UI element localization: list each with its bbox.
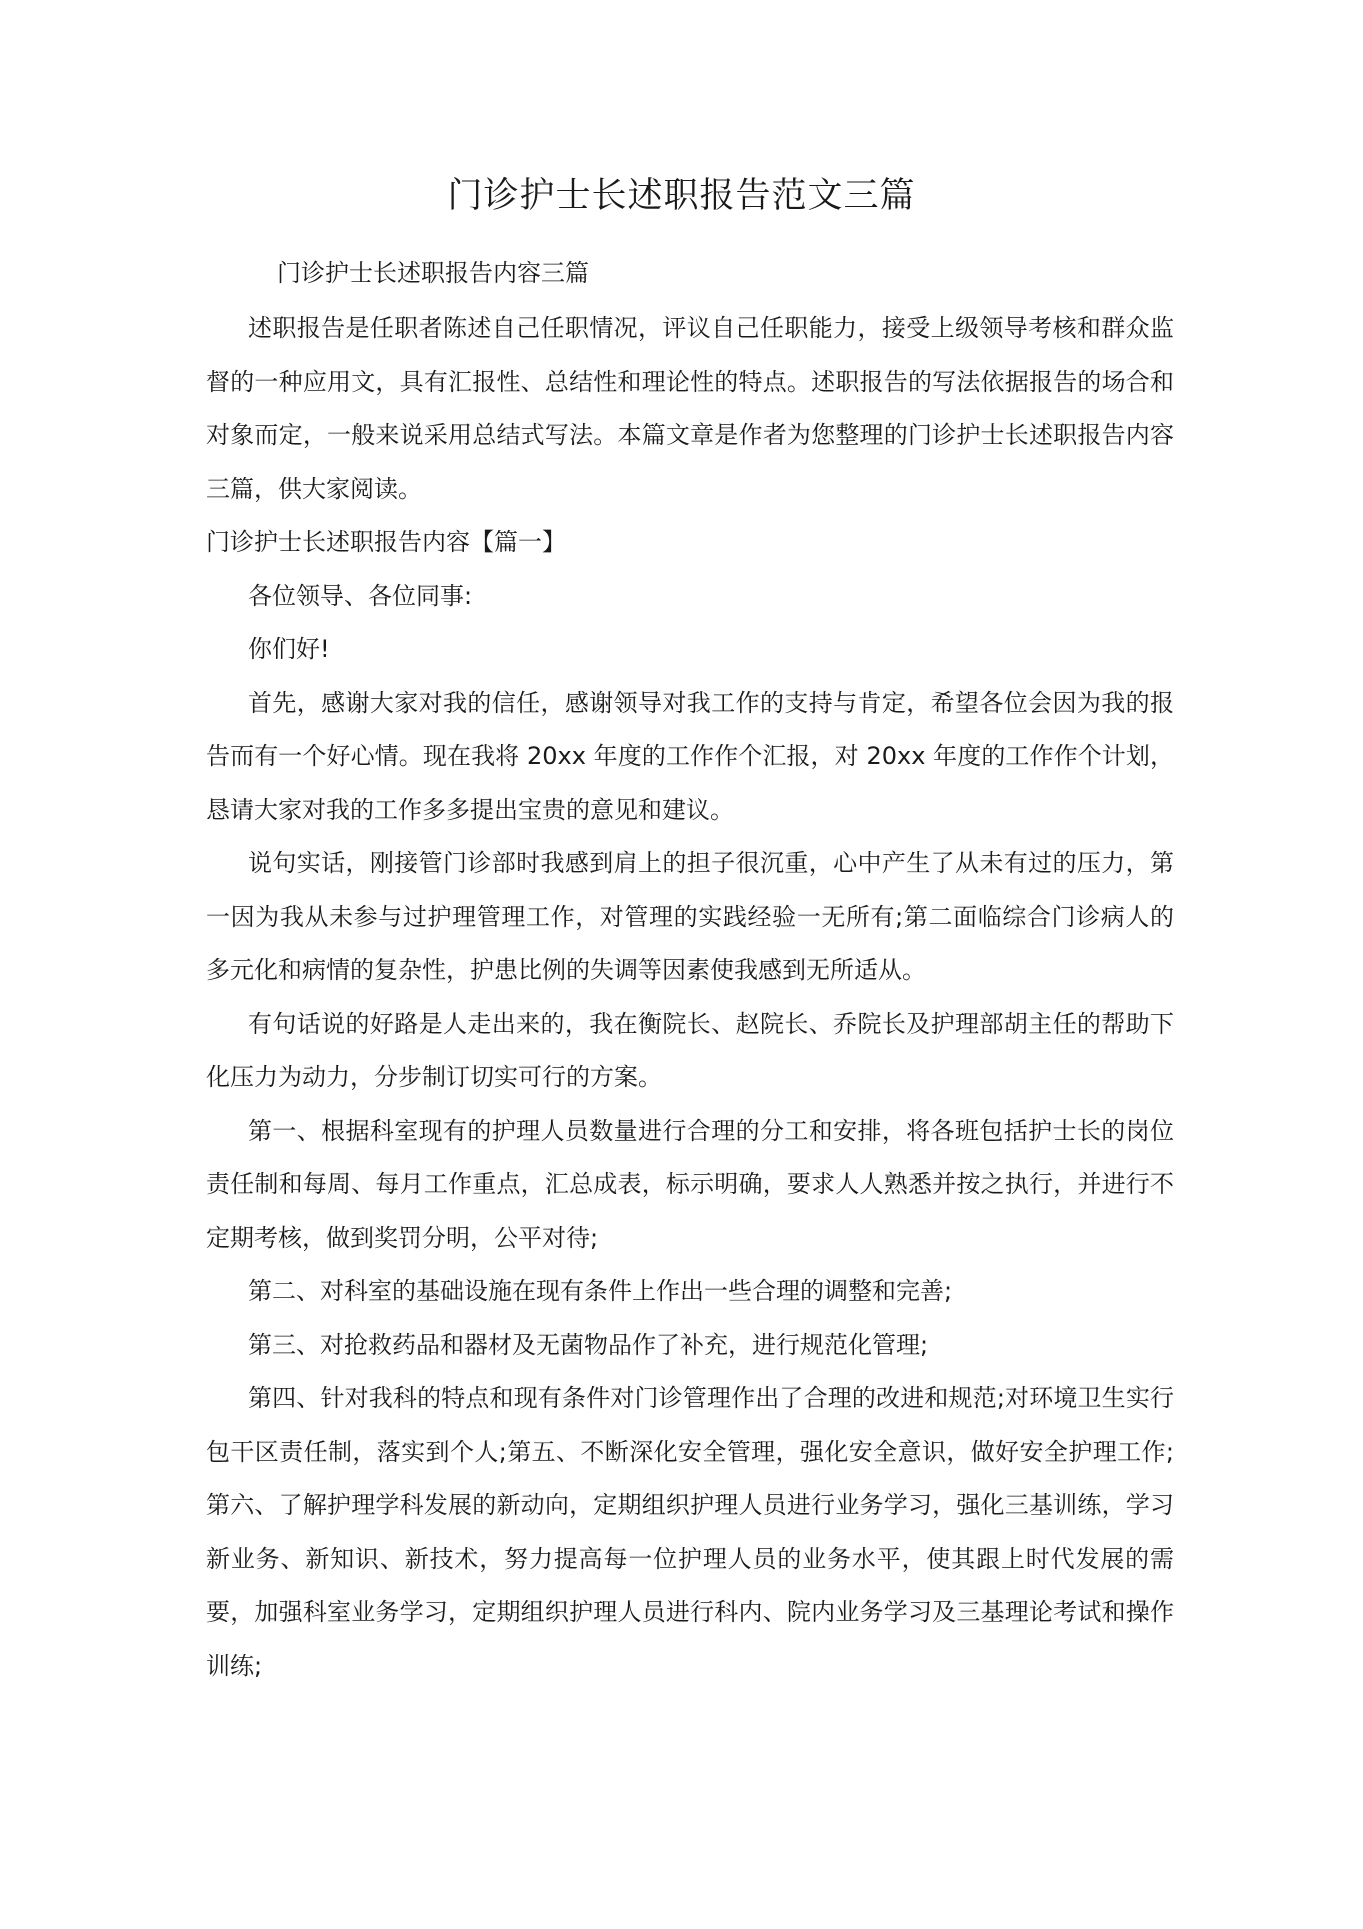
document-title: 门诊护士长述职报告范文三篇 — [447, 176, 916, 216]
document-body — [206, 302, 1174, 1693]
body-paragraph: 第三、对抢救药品和器材及无菌物品作了补充，进行规范化管理; — [248, 1330, 929, 1359]
greeting: 你们好! — [248, 635, 330, 663]
salutation: 各位领导、各位同事: — [248, 581, 473, 610]
body-paragraph: 首先，感谢大家对我的信任，感谢领导对我工作的支持与肯定，希望各位会因为我的报告而有一个好心情。现在我将 20xx 年度的工作作个汇报，对 20xx 年度的工作作个计划，恳请大家对我的工作多多提出宝贵的意见和建议。 — [206, 688, 1174, 824]
intro-paragraph: 述职报告是任职者陈述自己任职情况，评议自己任职能力，接受上级领导考核和群众监督的一种应用文，具有汇报性、总结性和理论性的特点。述职报告的写法依据报告的场合和对象而定，一般来说采用总结式写法。本篇文章是作者为您整理的门诊护士长述职报告内容三篇，供大家阅读。 — [206, 314, 1174, 503]
body-paragraph: 说句实话，刚接管门诊部时我感到肩上的担子很沉重，心中产生了从未有过的压力，第一因为我从未参与过护理管理工作，对管理的实践经验一无所有;第二面临综合门诊病人的多元化和病情的复杂性，护患比例的失调等因素使我感到无所适从。 — [206, 849, 1174, 984]
section-heading: 门诊护士长述职报告内容【篇一】 — [206, 528, 566, 556]
document-subtitle: 门诊护士长述职报告内容三篇 — [277, 259, 589, 287]
body-paragraph: 第四、针对我科的特点和现有条件对门诊管理作出了合理的改进和规范;对环境卫生实行包干区责任制，落实到个人;第五、不断深化安全管理，强化安全意识，做好安全护理工作;第六、了解护理学科发展的新动向，定期组织护理人员进行业务学习，强化三基训练，学习新业务、新知识、新技术，努力提高每一位护理人员的业务水平，使其跟上时代发展的需要，加强科室业务学习，定期组织护理人员进行科内、院内业务学习及三基理论考试和操作训练; — [206, 1384, 1174, 1680]
body-paragraph: 有句话说的好路是人走出来的，我在衡院长、赵院长、乔院长及护理部胡主任的帮助下化压力为动力，分步制订切实可行的方案。 — [206, 1009, 1174, 1091]
body-paragraph: 第一、根据科室现有的护理人员数量进行合理的分工和安排，将各班包括护士长的岗位责任制和每周、每月工作重点，汇总成表，标示明确，要求人人熟悉并按之执行，并进行不定期考核，做到奖罚分明，公平对待; — [206, 1116, 1174, 1252]
body-paragraph: 第二、对科室的基础设施在现有条件上作出一些合理的调整和完善; — [248, 1277, 953, 1305]
